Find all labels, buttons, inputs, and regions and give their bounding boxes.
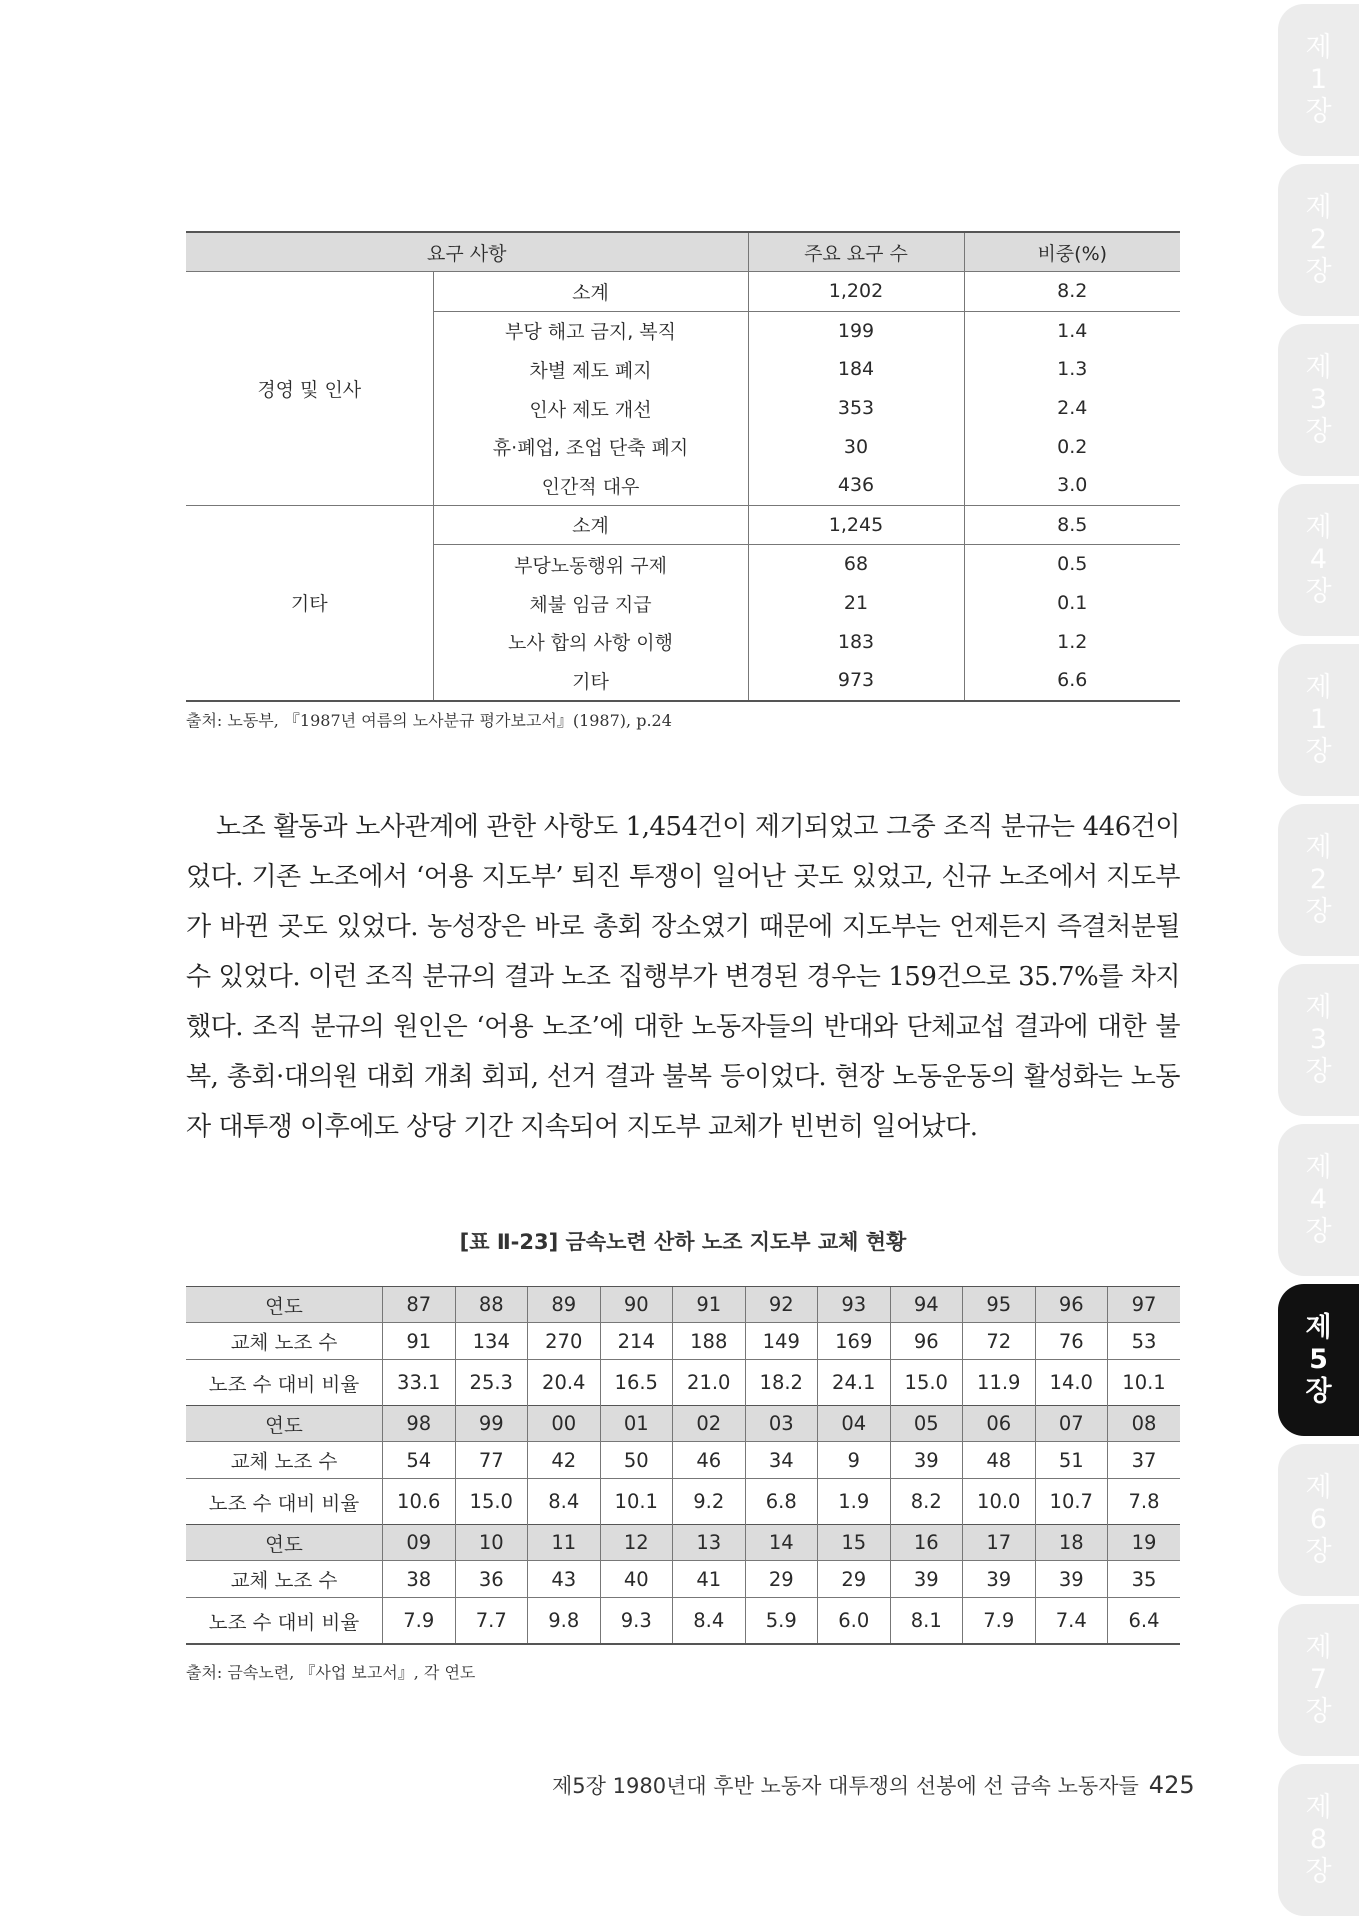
- count-cell: 134: [455, 1323, 528, 1360]
- row-label-cell: 노조 수 대비 비율: [208, 1491, 360, 1515]
- ratio-cell: 25.3: [455, 1360, 528, 1406]
- year-cell: 03: [745, 1406, 818, 1442]
- item-cell: 인간적 대우: [433, 466, 748, 505]
- year-cell: 99: [455, 1406, 528, 1442]
- share-cell: 0.2: [964, 427, 1180, 466]
- chapter-tab-active[interactable]: 제 5 장: [1278, 1284, 1359, 1436]
- table-row: [186, 505, 1180, 545]
- count-cell: 1,245: [748, 505, 964, 545]
- count-cell: 34: [745, 1442, 818, 1479]
- table-row: [186, 1525, 1180, 1561]
- count-cell: 39: [963, 1561, 1036, 1598]
- table-row: [186, 1360, 1180, 1406]
- year-cell: 93: [818, 1287, 891, 1323]
- count-cell: 270: [528, 1323, 601, 1360]
- count-cell: 214: [600, 1323, 673, 1360]
- page-number: 425: [1148, 1771, 1195, 1799]
- row-label-cell: 연도: [186, 1525, 383, 1561]
- ratio-cell: 5.9: [745, 1598, 818, 1645]
- chapter-tab[interactable]: 제 3 장: [1278, 324, 1359, 476]
- chapter-tabs: [1278, 0, 1359, 1920]
- row-label-cell: 연도: [186, 1406, 383, 1442]
- count-cell: 199: [748, 311, 964, 350]
- ratio-cell: 9.8: [528, 1598, 601, 1645]
- item-cell: 인사 제도 개선: [433, 389, 748, 428]
- count-cell: 54: [383, 1442, 456, 1479]
- count-cell: 76: [1035, 1323, 1108, 1360]
- count-cell: 21: [748, 584, 964, 623]
- chapter-tab[interactable]: 제 1 장: [1278, 4, 1359, 156]
- year-cell: 08: [1108, 1406, 1181, 1442]
- chapter-tab[interactable]: 제 4 장: [1278, 1124, 1359, 1276]
- item-cell: 부당 해고 금지, 복직: [433, 311, 748, 350]
- share-cell: 0.5: [964, 545, 1180, 584]
- row-label-cell: 교체 노조 수: [186, 1442, 383, 1479]
- ratio-cell: 8.4: [673, 1598, 746, 1645]
- ratio-cell: 10.0: [963, 1479, 1036, 1525]
- ratio-cell: 18.2: [745, 1360, 818, 1406]
- chapter-tab[interactable]: 제 1 장: [1278, 644, 1359, 796]
- table-row: [186, 1598, 1180, 1645]
- year-cell: 04: [818, 1406, 891, 1442]
- ratio-cell: 33.1: [383, 1360, 456, 1406]
- year-cell: 16: [890, 1525, 963, 1561]
- year-cell: 91: [673, 1287, 746, 1323]
- count-cell: 353: [748, 389, 964, 428]
- count-cell: 1,202: [748, 272, 964, 312]
- count-cell: 169: [818, 1323, 891, 1360]
- row-label-cell: 교체 노조 수: [186, 1323, 383, 1360]
- header-count: 주요 요구 수: [748, 232, 964, 272]
- count-cell: 77: [455, 1442, 528, 1479]
- ratio-cell: 7.4: [1035, 1598, 1108, 1645]
- chapter-tab[interactable]: 제 2 장: [1278, 164, 1359, 316]
- leadership-change-table: [186, 1286, 1180, 1645]
- ratio-cell: 10.1: [1108, 1360, 1181, 1406]
- paragraph-line: 가 바뀐 곳도 있었다. 농성장은 바로 총회 장소였기 때문에 지도부는 언제든지 즉결처분될: [186, 912, 1180, 942]
- year-cell: 05: [890, 1406, 963, 1442]
- running-title: 제5장 1980년대 후반 노동자 대투쟁의 선봉에 선 금속 노동자들: [552, 1774, 1139, 1798]
- ratio-cell: 7.9: [963, 1598, 1036, 1645]
- paragraph-line: 수 있었다. 이런 조직 분규의 결과 노조 집행부가 변경된 경우는 159건으로 35.7%를 차지: [186, 962, 1180, 992]
- header-demand: 요구 사항: [186, 232, 748, 272]
- year-cell: 97: [1108, 1287, 1181, 1323]
- share-cell: 0.1: [964, 584, 1180, 623]
- year-cell: 89: [528, 1287, 601, 1323]
- count-cell: 48: [963, 1442, 1036, 1479]
- table-source-note: 출처: 노동부, 『1987년 여름의 노사분규 평가보고서』(1987), p.24: [186, 711, 672, 730]
- chapter-tab[interactable]: 제 7 장: [1278, 1604, 1359, 1756]
- year-cell: 11: [528, 1525, 601, 1561]
- ratio-cell: 8.1: [890, 1598, 963, 1645]
- ratio-cell: 16.5: [600, 1360, 673, 1406]
- count-cell: 40: [600, 1561, 673, 1598]
- count-cell: 436: [748, 466, 964, 505]
- category-cell: 기타: [186, 505, 433, 700]
- paragraph-line: 노조 활동과 노사관계에 관한 사항도 1,454건이 제기되었고 그중 조직 분규는 446건이: [216, 812, 1180, 842]
- count-cell: 51: [1035, 1442, 1108, 1479]
- table-row: [186, 1442, 1180, 1479]
- ratio-cell: 8.2: [890, 1479, 963, 1525]
- ratio-cell: 7.9: [383, 1598, 456, 1645]
- share-cell: 1.2: [964, 622, 1180, 661]
- year-cell: 01: [600, 1406, 673, 1442]
- paragraph-line: 자 대투쟁 이후에도 상당 기간 지속되어 지도부 교체가 빈번히 일어났다.: [186, 1112, 978, 1142]
- table-source-note: 출처: 금속노련, 『사업 보고서』, 각 연도: [186, 1663, 476, 1682]
- year-cell: 96: [1035, 1287, 1108, 1323]
- count-cell: 39: [1035, 1561, 1108, 1598]
- table-row: [186, 1479, 1180, 1525]
- row-label-cell: 연도: [186, 1287, 383, 1323]
- demands-table: [186, 231, 1180, 702]
- chapter-tab[interactable]: 제 4 장: [1278, 484, 1359, 636]
- paragraph-line: 했다. 조직 분규의 원인은 ‘어용 노조’에 대한 노동자들의 반대와 단체교섭 결과에 대한 불: [186, 1012, 1180, 1042]
- year-cell: 18: [1035, 1525, 1108, 1561]
- table-row: [186, 1287, 1180, 1323]
- year-cell: 07: [1035, 1406, 1108, 1442]
- count-cell: 30: [748, 427, 964, 466]
- table-row: [186, 272, 1180, 312]
- chapter-tab[interactable]: 제 8 장: [1278, 1764, 1359, 1916]
- ratio-cell: 11.9: [963, 1360, 1036, 1406]
- ratio-cell: 10.1: [600, 1479, 673, 1525]
- ratio-cell: 7.8: [1108, 1479, 1181, 1525]
- share-cell: 8.2: [964, 272, 1180, 312]
- year-cell: 10: [455, 1525, 528, 1561]
- year-cell: 94: [890, 1287, 963, 1323]
- count-cell: 9: [818, 1442, 891, 1479]
- ratio-cell: 6.0: [818, 1598, 891, 1645]
- year-cell: 87: [383, 1287, 456, 1323]
- ratio-cell: 8.4: [528, 1479, 601, 1525]
- ratio-cell: 10.6: [383, 1479, 456, 1525]
- ratio-cell: 20.4: [528, 1360, 601, 1406]
- count-cell: 35: [1108, 1561, 1181, 1598]
- year-cell: 90: [600, 1287, 673, 1323]
- count-cell: 50: [600, 1442, 673, 1479]
- item-cell: 소계: [433, 505, 748, 545]
- item-cell: 체불 임금 지급: [433, 584, 748, 623]
- share-cell: 1.3: [964, 350, 1180, 389]
- year-cell: 88: [455, 1287, 528, 1323]
- table-row: [186, 1406, 1180, 1442]
- count-cell: 53: [1108, 1323, 1181, 1360]
- ratio-cell: 24.1: [818, 1360, 891, 1406]
- ratio-cell: 7.7: [455, 1598, 528, 1645]
- page-footer: [552, 1770, 1195, 1800]
- ratio-cell: 9.3: [600, 1598, 673, 1645]
- paragraph-line: 었다. 기존 노조에서 ‘어용 지도부’ 퇴진 투쟁이 일어난 곳도 있었고, 신규 노조에서 지도부: [186, 862, 1180, 892]
- year-cell: 09: [383, 1525, 456, 1561]
- table-header-row: [186, 232, 1180, 272]
- count-cell: 39: [890, 1442, 963, 1479]
- row-label-cell: 노조 수 대비 비율: [186, 1598, 383, 1645]
- ratio-cell: 15.0: [455, 1479, 528, 1525]
- count-cell: 184: [748, 350, 964, 389]
- item-cell: 기타: [433, 661, 748, 701]
- year-cell: 98: [383, 1406, 456, 1442]
- header-share: 비중(%): [964, 232, 1180, 272]
- year-cell: 95: [963, 1287, 1036, 1323]
- year-cell: 13: [673, 1525, 746, 1561]
- share-cell: 1.4: [964, 311, 1180, 350]
- share-cell: 8.5: [964, 505, 1180, 545]
- table-caption: [표 Ⅱ-23] 금속노련 산하 노조 지도부 교체 현황: [459, 1230, 907, 1254]
- chapter-tab[interactable]: 제 6 장: [1278, 1444, 1359, 1596]
- table-row: [186, 1561, 1180, 1598]
- ratio-cell: 10.7: [1035, 1479, 1108, 1525]
- year-cell: 15: [818, 1525, 891, 1561]
- item-cell: 부당노동행위 구제: [433, 545, 748, 584]
- count-cell: 68: [748, 545, 964, 584]
- chapter-tab[interactable]: 제 3 장: [1278, 964, 1359, 1116]
- year-cell: 19: [1108, 1525, 1181, 1561]
- count-cell: 973: [748, 661, 964, 701]
- count-cell: 41: [673, 1561, 746, 1598]
- share-cell: 3.0: [964, 466, 1180, 505]
- item-cell: 휴·폐업, 조업 단축 폐지: [433, 427, 748, 466]
- year-cell: 06: [963, 1406, 1036, 1442]
- ratio-cell: 9.2: [673, 1479, 746, 1525]
- paragraph-line: 복, 총회·대의원 대회 개최 회피, 선거 결과 불복 등이었다. 현장 노동운동의 활성화는 노동: [186, 1062, 1180, 1092]
- row-label-cell: 노조 수 대비 비율: [208, 1372, 360, 1396]
- year-cell: 00: [528, 1406, 601, 1442]
- ratio-cell: 14.0: [1035, 1360, 1108, 1406]
- ratio-cell: 15.0: [890, 1360, 963, 1406]
- count-cell: 43: [528, 1561, 601, 1598]
- year-cell: 17: [963, 1525, 1036, 1561]
- share-cell: 2.4: [964, 389, 1180, 428]
- year-cell: 02: [673, 1406, 746, 1442]
- count-cell: 29: [745, 1561, 818, 1598]
- count-cell: 188: [673, 1323, 746, 1360]
- year-cell: 14: [745, 1525, 818, 1561]
- ratio-cell: 6.8: [745, 1479, 818, 1525]
- count-cell: 39: [890, 1561, 963, 1598]
- count-cell: 42: [528, 1442, 601, 1479]
- count-cell: 46: [673, 1442, 746, 1479]
- count-cell: 72: [963, 1323, 1036, 1360]
- count-cell: 36: [455, 1561, 528, 1598]
- ratio-cell: 6.4: [1108, 1598, 1181, 1645]
- body-paragraph: [186, 802, 1180, 1152]
- ratio-cell: 1.9: [818, 1479, 891, 1525]
- count-cell: 96: [890, 1323, 963, 1360]
- category-cell: 경영 및 인사: [186, 272, 433, 506]
- table-row: [186, 1323, 1180, 1360]
- item-cell: 노사 합의 사항 이행: [433, 622, 748, 661]
- year-cell: 92: [745, 1287, 818, 1323]
- count-cell: 29: [818, 1561, 891, 1598]
- ratio-cell: 21.0: [673, 1360, 746, 1406]
- count-cell: 38: [383, 1561, 456, 1598]
- count-cell: 183: [748, 622, 964, 661]
- item-cell: 소계: [433, 272, 748, 312]
- row-label-cell: 교체 노조 수: [186, 1561, 383, 1598]
- count-cell: 149: [745, 1323, 818, 1360]
- count-cell: 37: [1108, 1442, 1181, 1479]
- chapter-tab[interactable]: 제 2 장: [1278, 804, 1359, 956]
- year-cell: 12: [600, 1525, 673, 1561]
- count-cell: 91: [383, 1323, 456, 1360]
- item-cell: 차별 제도 폐지: [433, 350, 748, 389]
- share-cell: 6.6: [964, 661, 1180, 701]
